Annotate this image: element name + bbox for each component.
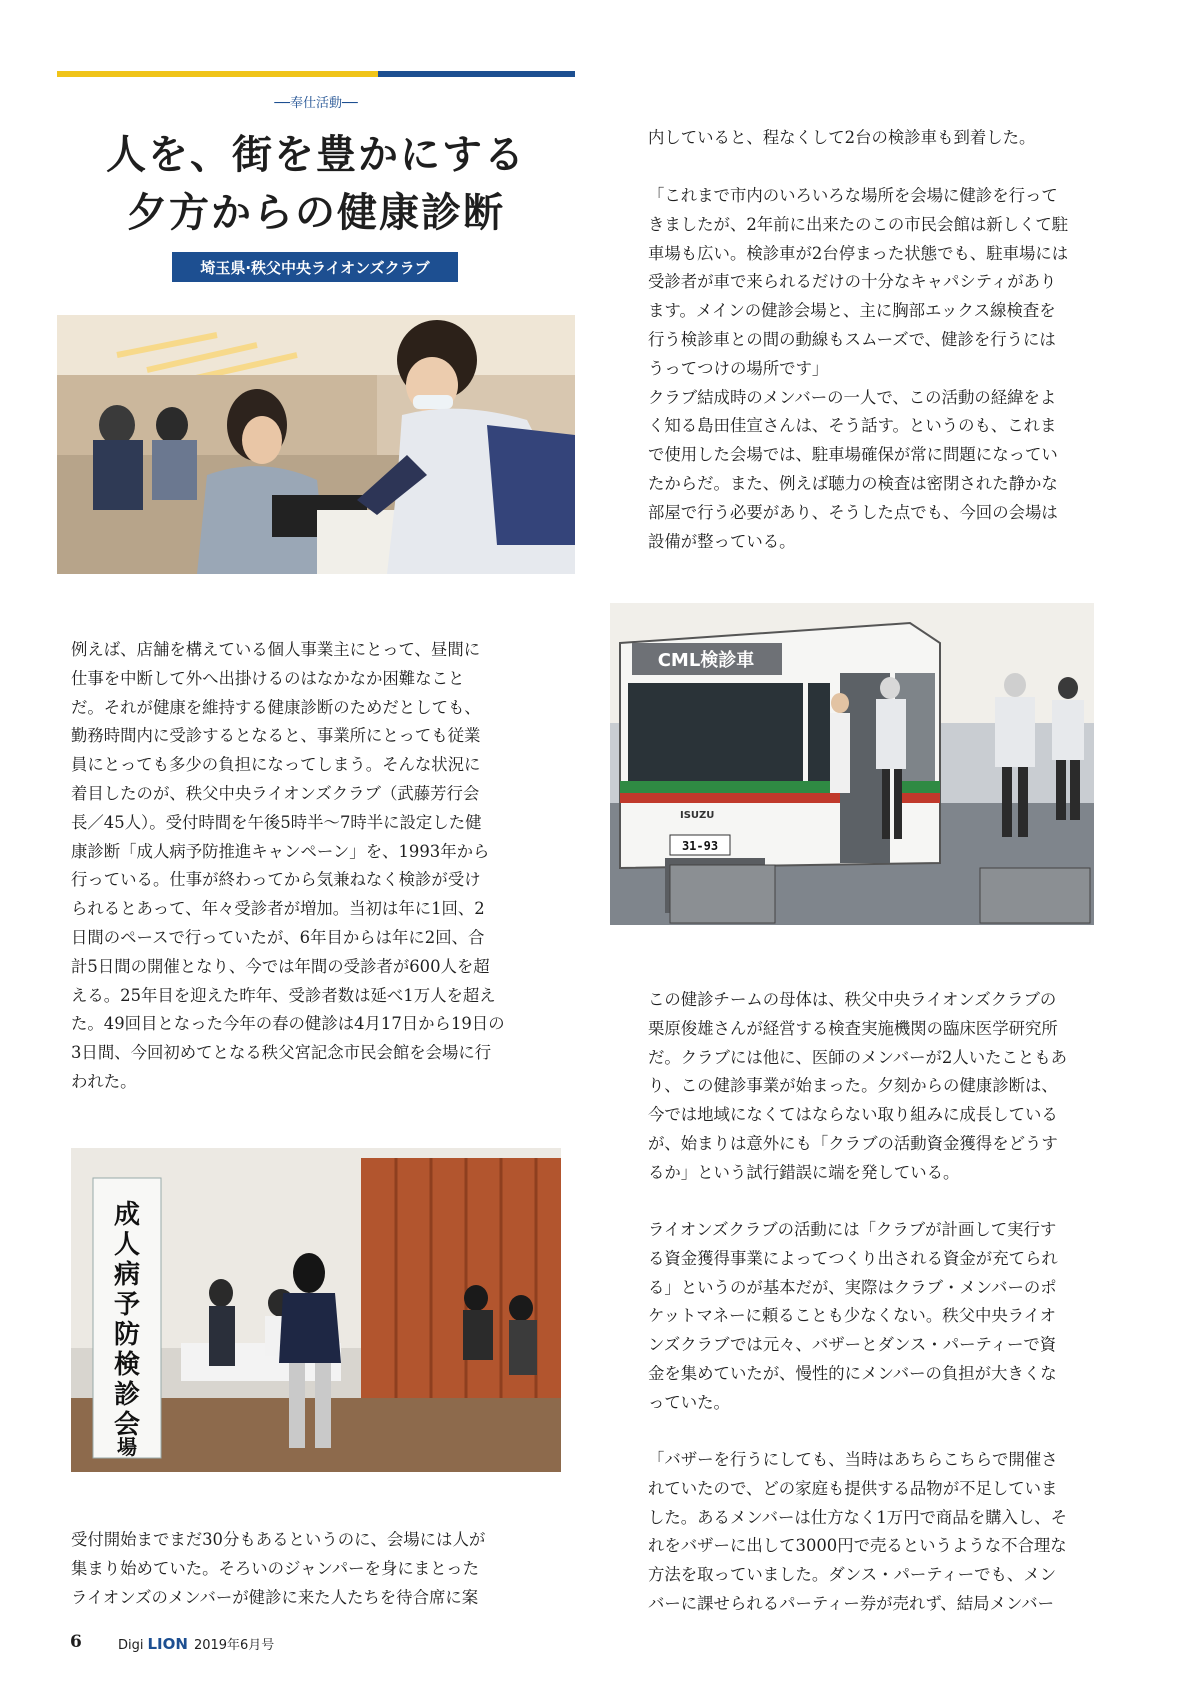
text-line: だ。クラブには他に、医師のメンバーが2人いたこともあ [648, 1047, 1068, 1067]
text-line: 受付開始までまだ30分もあるというのに、会場には人が [71, 1530, 486, 1549]
title-line-1: 人を、街を豊かにする [106, 131, 526, 178]
text-line: る」というのが基本だが、実際はクラブ・メンバーのポ [648, 1277, 1057, 1297]
svg-text:会: 会 [113, 1410, 141, 1440]
header-accent-bar [57, 71, 575, 77]
text-line: 長／45人）。受付時間を午後5時半〜7時半に設定した健 [71, 812, 482, 832]
svg-text:人: 人 [113, 1230, 141, 1260]
text-line: れをバザーに出して3000円で売るというような不合理な [648, 1536, 1067, 1556]
text-line: で使用した会場では、駐車場確保が常に問題になってい [648, 445, 1058, 465]
svg-text:CML検診車: CML検診車 [657, 650, 755, 671]
club-badge [172, 252, 458, 282]
right-paragraph-3 [648, 986, 1136, 1188]
accent-bar-yellow [57, 71, 378, 77]
svg-text:診: 診 [113, 1380, 141, 1410]
text-line: この健診チームの母体は、秩父中央ライオンズクラブの [648, 990, 1057, 1009]
photo-venue-image [71, 1148, 561, 1472]
text-line: 設備が整っている。 [648, 531, 796, 551]
category-text: ──奉仕活動── [274, 96, 358, 111]
text-line: きましたが、2年前に出来たのこの市民会館は新しくて駐 [648, 214, 1069, 234]
text-line: ンズクラブでは元々、バザーとダンス・パーティーで資 [648, 1335, 1057, 1355]
title-line-2: 夕方からの健康診断 [127, 189, 505, 236]
text-line: 部屋で行う必要があり、そうした点でも、今回の会場は [648, 502, 1058, 522]
text-line: れていたので、どの家庭も提供する品物が不足していま [648, 1478, 1058, 1498]
text-line: 康診断「成人病予防推進キャンペーン」を、1993年から [71, 841, 490, 861]
text-line: 3日間、今回初めてとなる秩父宮記念市民会館を会場に行 [71, 1043, 492, 1063]
text-line: 「これまで市内のいろいろな場所を会場に健診を行って [648, 186, 1058, 205]
footer-brand [118, 1634, 274, 1653]
text-line: ケットマネーに頼ることも少なくない。秩父中央ライオ [648, 1306, 1056, 1326]
text-line: 計5日間の開催となり、今では年間の受診者が600人を超 [71, 956, 490, 976]
brand-name: LION [147, 1635, 188, 1653]
text-line: た。49回目となった今年の春の健診は4月17日から19日の [71, 1014, 505, 1034]
text-line: した。あるメンバーは仕方なく1万円で商品を購入し、そ [648, 1507, 1068, 1527]
text-line: たからだ。また、例えば聴力の検査は密閉された静かな [648, 473, 1058, 493]
text-line: バーに課せられるパーティー券が売れず、結局メンバー [648, 1593, 1054, 1613]
svg-text:ISUZU: ISUZU [680, 810, 715, 821]
text-line: ます。メインの健診会場と、主に胸部エックス線検査を [648, 301, 1056, 321]
text-line: っていた。 [648, 1392, 730, 1412]
text-line: 行っている。仕事が終わってから気兼ねなく検診が受け [71, 870, 481, 890]
text-line: るか」という試行錯誤に端を発している。 [648, 1162, 960, 1182]
text-line: 集まり始めていた。そろいのジャンパーを身にまとった [71, 1558, 479, 1578]
text-line: われた。 [71, 1071, 137, 1091]
text-line: だ。それが健康を維持する健康診断のためだとしても、 [71, 697, 481, 717]
text-line: が、始まりは意外にも「クラブの活動資金獲得をどうす [648, 1133, 1058, 1153]
text-line: 方法を取っていました。ダンス・パーティーでも、メン [648, 1565, 1057, 1585]
text-line: 着目したのが、秩父中央ライオンズクラブ（武藤芳行会 [71, 783, 480, 803]
left-paragraph-2 [71, 1526, 559, 1612]
text-line: 仕事を中断して外へ出掛けるのはなかなか困難なこと [71, 668, 465, 688]
right-paragraph-1 [648, 124, 1136, 153]
svg-text:検: 検 [113, 1350, 141, 1380]
text-line: える。25年目を迎えた昨年、受診者数は延べ1万人を超え [71, 985, 496, 1005]
page-number: 6 [70, 1632, 82, 1652]
text-line: 金を集めていたが、慢性的にメンバーの負担が大きくな [648, 1363, 1057, 1383]
text-line: く知る島田佳宣さんは、そう話す。というのも、これま [648, 416, 1057, 436]
svg-text:予: 予 [113, 1290, 141, 1320]
text-line: る資金獲得事業によってつくり出される資金が充てられ [648, 1248, 1058, 1268]
photo-bus-image [610, 603, 1094, 925]
svg-text:防: 防 [113, 1320, 141, 1350]
text-line: ライオンズクラブの活動には「クラブが計画して実行す [648, 1220, 1057, 1239]
text-line: 車場も広い。検診車が2台停まった状態でも、駐車場には [648, 243, 1069, 263]
text-line: 内していると、程なくして2台の検診車も到着した。 [648, 128, 1036, 147]
svg-text:31-93: 31-93 [681, 839, 719, 853]
text-line: 今では地域になくてはならない取り組みに成長している [648, 1105, 1058, 1125]
photo-reception-image [57, 315, 575, 574]
article-title [57, 126, 575, 242]
right-paragraph-4 [648, 1216, 1136, 1418]
text-line: 日間のペースで行っていたが、6年目からは年に2回、合 [71, 927, 485, 947]
right-paragraph-2 [648, 182, 1136, 556]
text-line: クラブ結成時のメンバーの一人で、この活動の経緯をよ [648, 387, 1057, 407]
category-label [57, 92, 575, 111]
left-paragraph-1 [71, 636, 559, 1097]
text-line: うってつけの場所です」 [648, 358, 829, 378]
accent-bar-blue [378, 71, 575, 77]
text-line: 「バザーを行うにしても、当時はあちらこちらで開催さ [648, 1450, 1058, 1469]
issue-date: 2019年6月号 [193, 1638, 275, 1653]
text-line: 勤務時間内に受診するとなると、事業所にとっても従業 [71, 726, 481, 746]
svg-text:病: 病 [113, 1260, 141, 1290]
text-line: 員にとっても多少の負担になってしまう。そんな状況に [71, 755, 481, 775]
text-line: 行う検診車との間の動線もスムーズで、健診を行うには [648, 329, 1056, 349]
text-line: 例えば、店舗を構えている個人事業主にとって、昼間に [71, 640, 481, 659]
photo-reception [57, 315, 575, 574]
photo-bus [610, 603, 1094, 925]
text-line: られるとあって、年々受診者が増加。当初は年に1回、2 [71, 899, 485, 919]
right-paragraph-5 [648, 1446, 1136, 1619]
svg-text:場: 場 [117, 1435, 137, 1459]
text-line: 受診者が車で来られるだけの十分なキャパシティがあり [648, 272, 1057, 292]
brand-prefix: Digi [118, 1638, 144, 1653]
svg-text:成: 成 [113, 1200, 141, 1230]
club-name: 埼玉県·秩父中央ライオンズクラブ [200, 258, 430, 277]
text-line: ライオンズのメンバーが健診に来た人たちを待合席に案 [71, 1587, 479, 1607]
photo-venue [71, 1148, 561, 1472]
text-line: り、この健診事業が始まった。夕刻からの健康診断は、 [648, 1076, 1058, 1096]
text-line: 栗原俊雄さんが経営する検査実施機関の臨床医学研究所 [648, 1018, 1058, 1038]
